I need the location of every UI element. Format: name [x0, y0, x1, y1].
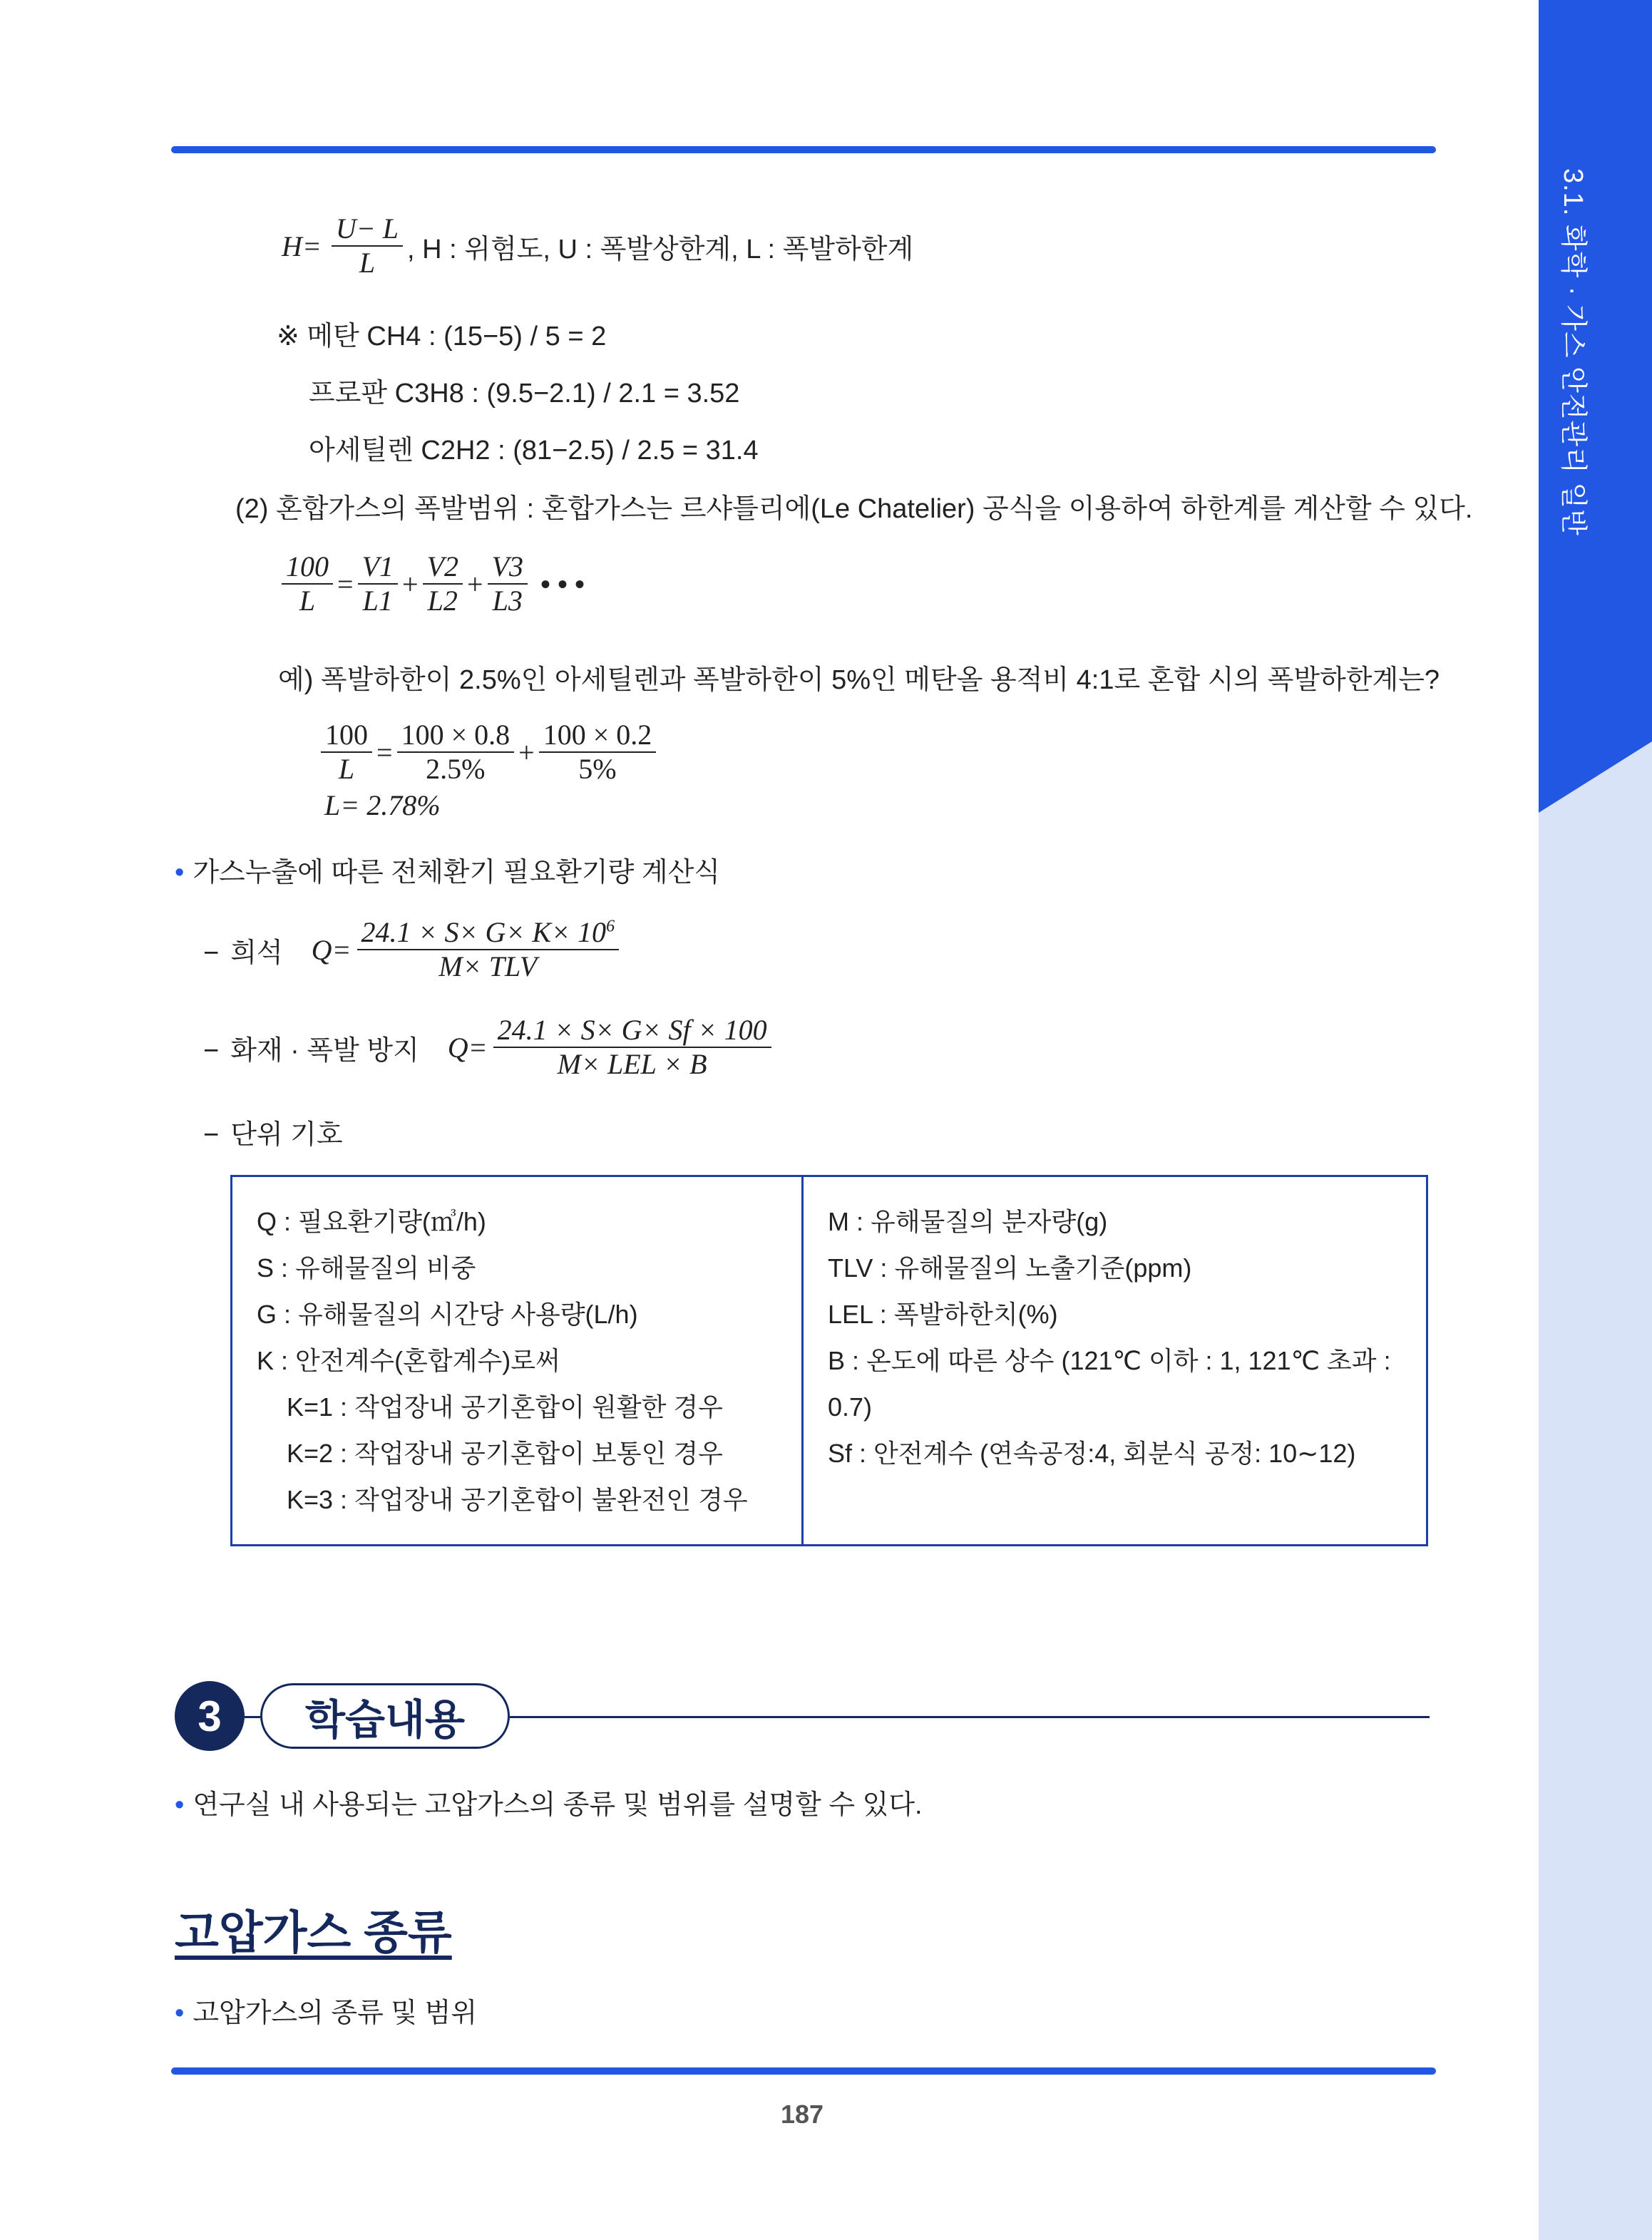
- gas-types-bullet: • 고압가스의 종류 및 범위: [175, 1990, 477, 2030]
- unit-item: G : 유해물질의 시간당 사용량(L/h): [257, 1300, 638, 1329]
- calc-term1-den: 2.5%: [426, 753, 486, 785]
- chapter-title: 3.1. 화학 · 가스 안전관리 일반: [1558, 168, 1588, 536]
- calc-lhs-fraction: [321, 719, 372, 786]
- lhs-num: 100: [282, 550, 333, 585]
- calc-term-fraction: [397, 719, 515, 786]
- calc-result: L= 2.78%: [324, 789, 441, 821]
- unit-item: M : 유해물질의 분자량(g): [828, 1207, 1108, 1236]
- dilution-formula: [203, 916, 619, 983]
- mixed-gas-heading: (2) 혼합가스의 폭발범위 : 혼합가스는 르샤틀리에(Le Chatelier) 공식을 이용하여 하한계를 계산할 수 있다.: [235, 494, 1473, 524]
- example-propane: 프로판 C3H8 : (9.5−2.1) / 2.1 = 3.52: [309, 379, 740, 409]
- unit-table-right: [803, 1176, 1427, 1546]
- unit-item: TLV : 유해물질의 노출기준(ppm): [828, 1253, 1192, 1283]
- hazard-formula: [282, 212, 913, 279]
- dilution-exponent: 6: [606, 917, 615, 936]
- hazard-fraction: [332, 212, 403, 279]
- unit-item: Sf : 안전계수 (연속공정:4, 회분식 공정: 10∼12): [828, 1439, 1356, 1468]
- subheading: 고압가스 종류: [175, 1907, 452, 1958]
- term-fraction: [488, 550, 528, 617]
- page-number: 187: [780, 2100, 824, 2129]
- section-rule: [510, 1716, 1430, 1718]
- term-den: L2: [427, 585, 458, 617]
- unit-item: S : 유해물질의 비중: [257, 1253, 476, 1283]
- unit-item: K : 안전계수(혼합계수)로써: [257, 1346, 560, 1375]
- example-question: 예) 폭발하한이 2.5%인 아세틸렌과 폭발하한이 5%인 메탄올 용적비 4:1로 혼합 시의 폭발하한계는?: [278, 665, 1440, 695]
- term-fraction: [423, 550, 463, 617]
- hazard-numerator: U− L: [332, 212, 403, 247]
- fire-lhs: Q=: [447, 1031, 488, 1064]
- ellipsis: • • •: [540, 567, 585, 600]
- example-calculation: $\frac{100}{L}$ = $\frac{100 \times 0.8}{2.5\%}$ + $\frac{100 \times 0.2}{5\%}$: [321, 719, 656, 786]
- unit-item: LEL : 폭발하한치(%): [828, 1300, 1058, 1329]
- side-tab-corner: [1539, 741, 1652, 813]
- lhs-den: L: [299, 585, 316, 617]
- unit-table-left: [232, 1176, 803, 1546]
- side-tab-lower: [1539, 741, 1652, 2240]
- unit-subitem: K=1 : 작업장내 공기혼합이 원활한 경우: [287, 1392, 723, 1422]
- calc-term2-den: 5%: [578, 753, 617, 785]
- example-acetylene: 아세틸렌 C2H2 : (81−2.5) / 2.5 = 31.4: [309, 436, 759, 466]
- unit-subitem: K=3 : 작업장내 공기혼합이 불완전인 경우: [287, 1485, 748, 1514]
- top-rule: [171, 146, 1436, 153]
- dilution-num-text: 24.1 × S× G× K× 10: [361, 916, 607, 948]
- fire-fraction: [493, 1014, 771, 1081]
- section-title: 학습내용: [260, 1683, 510, 1749]
- fire-formula: [203, 1014, 771, 1081]
- unit-item: B : 온도에 따른 상수 (121℃ 이하 : 1, 121℃ 초과 : 0.7): [828, 1346, 1391, 1422]
- fire-denominator: M× LEL × B: [557, 1048, 707, 1080]
- term-fraction: [358, 550, 398, 617]
- learning-objective: • 연구실 내 사용되는 고압가스의 종류 및 범위를 설명할 수 있다.: [175, 1782, 923, 1822]
- section-connector: [245, 1716, 260, 1718]
- term-den: L1: [362, 585, 393, 617]
- dilution-denominator: M× TLV: [438, 950, 538, 982]
- calc-term-fraction: [539, 719, 657, 786]
- fire-numerator: 24.1 × S× G× Sf × 100: [493, 1014, 771, 1048]
- le-chatelier-formula: $\frac{100}{L}$ = $\frac{V1}{L1}$ + $\frac{V2}{L2}$ + $\frac{V3}{L3}$ • • •: [282, 550, 589, 617]
- formula-lhs: H=: [282, 230, 322, 262]
- term-num: V2: [423, 550, 463, 585]
- ventilation-bullet: • 가스누출에 따른 전체환기 필요환기량 계산식: [175, 850, 720, 889]
- unit-subitem: K=2 : 작업장내 공기혼합이 보통인 경우: [287, 1439, 723, 1468]
- section-number-badge: 3: [175, 1681, 245, 1751]
- unit-symbols-label: − 단위 기호: [203, 1112, 343, 1151]
- fire-label: − 화재 · 폭발 방지: [203, 1028, 419, 1067]
- hazard-denominator: L: [359, 247, 376, 279]
- calc-lhs-den: L: [338, 753, 355, 785]
- calc-term1-num: 100 × 0.8: [397, 719, 515, 753]
- calc-lhs-num: 100: [321, 719, 372, 753]
- hazard-description: , H : 위험도, U : 폭발상한계, L : 폭발하한계: [407, 234, 914, 264]
- term-num: V3: [488, 550, 528, 585]
- unit-item: Q : 필요환기량(㎥/h): [257, 1207, 486, 1236]
- unit-table: [230, 1175, 1428, 1546]
- dilution-fraction: [357, 916, 620, 983]
- dilution-lhs: Q=: [311, 933, 352, 966]
- example-methane: ※ 메탄 CH4 : (15−5) / 5 = 2: [277, 322, 607, 351]
- dilution-label: − 희석: [203, 930, 283, 970]
- bottom-rule: [171, 2067, 1436, 2075]
- dilution-numerator: [357, 916, 620, 950]
- lhs-fraction: [282, 550, 333, 617]
- calc-term2-num: 100 × 0.2: [539, 719, 657, 753]
- term-den: L3: [492, 585, 523, 617]
- term-num: V1: [358, 550, 398, 585]
